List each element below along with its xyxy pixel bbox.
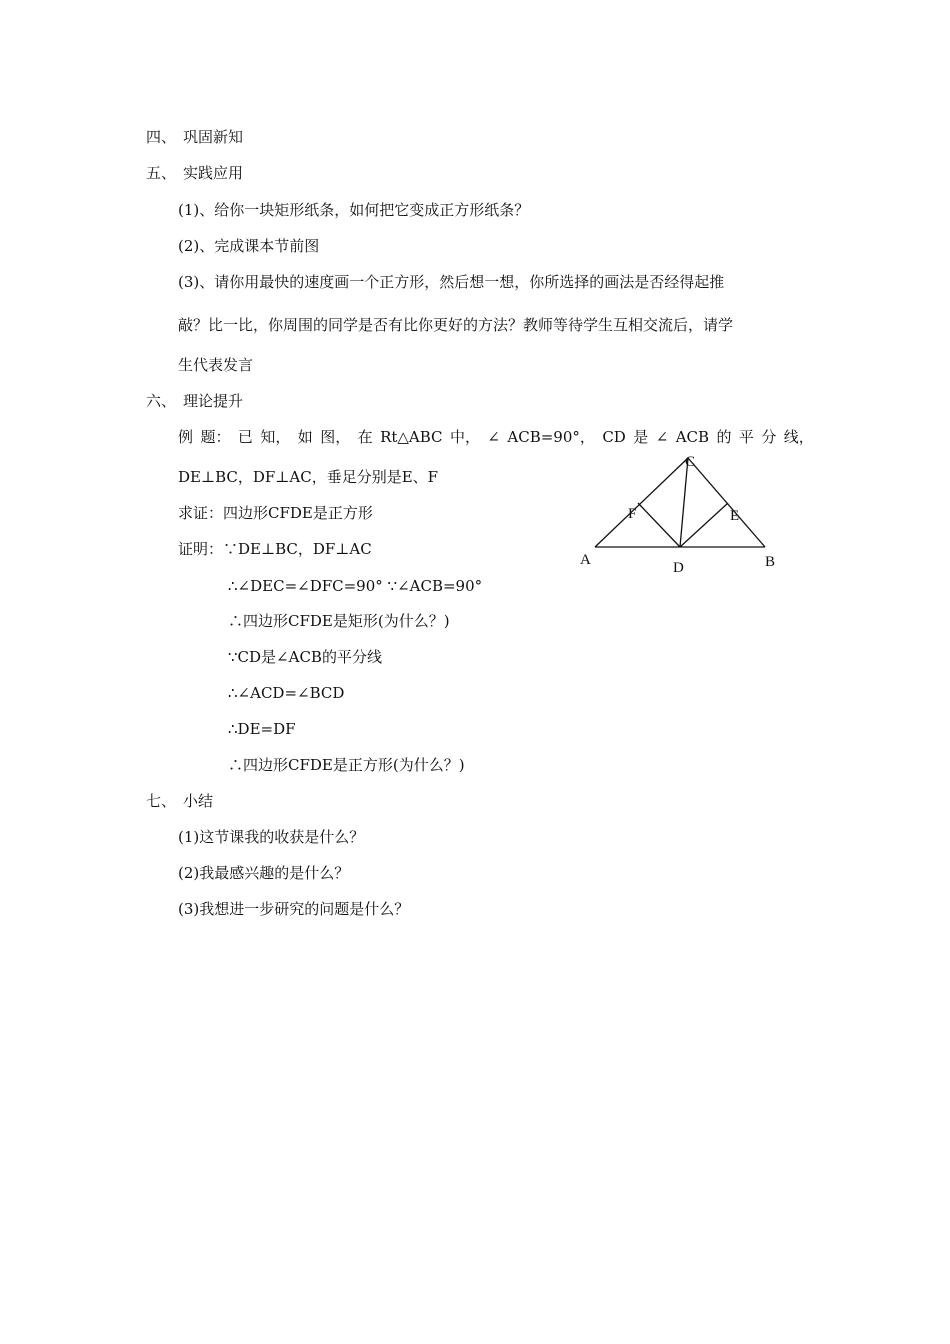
section-5-title: 实践应用 [183, 164, 244, 182]
example-token: 例 [178, 428, 194, 446]
section-4-title: 巩固新知 [183, 128, 244, 146]
practice-item-3-line-3: 生代表发言 [178, 356, 254, 374]
example-token: 知， [260, 428, 291, 446]
example-token: ACB [675, 428, 710, 446]
example-token: 题： [200, 428, 231, 446]
example-token: 中， [449, 428, 480, 446]
segment-df [638, 503, 680, 547]
example-token: Rt△ABC [380, 428, 443, 446]
example-token: ACB=90°， [507, 428, 595, 446]
section-7-title: 小结 [183, 792, 214, 810]
prove-statement: 求证：四边形CFDE是正方形 [178, 504, 373, 522]
example-token: 分 [761, 428, 777, 446]
example-token: 是 [633, 428, 649, 446]
triangle-diagram [570, 448, 790, 578]
section-6-number: 六、 [146, 392, 177, 410]
example-token: 平 [738, 428, 754, 446]
given-conditions: DE⊥BC，DF⊥AC，垂足分别是E、F [178, 468, 439, 486]
practice-item-3-line-1: (3)、请你用最快的速度画一个正方形，然后想一想，你所选择的画法是否经得起推 [178, 273, 725, 291]
label-f: F [628, 506, 637, 522]
segment-bc [688, 458, 765, 547]
label-d: D [673, 560, 684, 576]
section-7-number: 七、 [146, 792, 177, 810]
segment-cd [680, 458, 688, 547]
example-token: 已 [237, 428, 253, 446]
segment-ac [595, 458, 688, 547]
section-4-number: 四、 [146, 128, 177, 146]
segment-de [680, 503, 728, 547]
proof-step-2: ∴四边形CFDE是矩形(为什么？) [228, 612, 450, 630]
proof-label: 证明：∵DE⊥BC，DF⊥AC [178, 540, 372, 558]
section-6-title: 理论提升 [183, 392, 244, 410]
summary-item-1: (1)这节课我的收获是什么？ [178, 828, 365, 846]
practice-item-1: (1)、给你一块矩形纸条，如何把它变成正方形纸条？ [178, 201, 530, 219]
proof-step-3: ∵CD是∠ACB的平分线 [228, 648, 382, 666]
example-statement [178, 427, 814, 447]
example-token: ∠ [655, 428, 669, 446]
label-e: E [730, 508, 740, 524]
example-token: 如 [297, 428, 313, 446]
proof-step-5: ∴DE=DF [228, 720, 296, 738]
label-a: A [580, 552, 591, 568]
section-5-number: 五、 [146, 164, 177, 182]
example-token: 图， [320, 428, 351, 446]
example-token: ∠ [487, 428, 500, 446]
practice-item-3-line-2: 敲？比一比，你周围的同学是否有比你更好的方法？教师等待学生互相交流后，请学 [178, 316, 734, 334]
example-token: CD [602, 428, 626, 446]
example-token: 在 [357, 428, 373, 446]
proof-step-6: ∴四边形CFDE是正方形(为什么？) [228, 756, 465, 774]
proof-step-1: ∴∠DEC=∠DFC=90° ∵∠ACB=90° [228, 577, 483, 595]
practice-item-2: (2)、完成课本节前图 [178, 237, 320, 255]
summary-item-2: (2)我最感兴趣的是什么？ [178, 864, 350, 882]
summary-item-3: (3)我想进一步研究的问题是什么？ [178, 900, 410, 918]
proof-step-4: ∴∠ACD=∠BCD [228, 684, 345, 702]
example-token: 线， [783, 428, 814, 446]
example-token: 的 [716, 428, 732, 446]
label-b: B [765, 554, 776, 570]
label-c: C [685, 454, 696, 470]
